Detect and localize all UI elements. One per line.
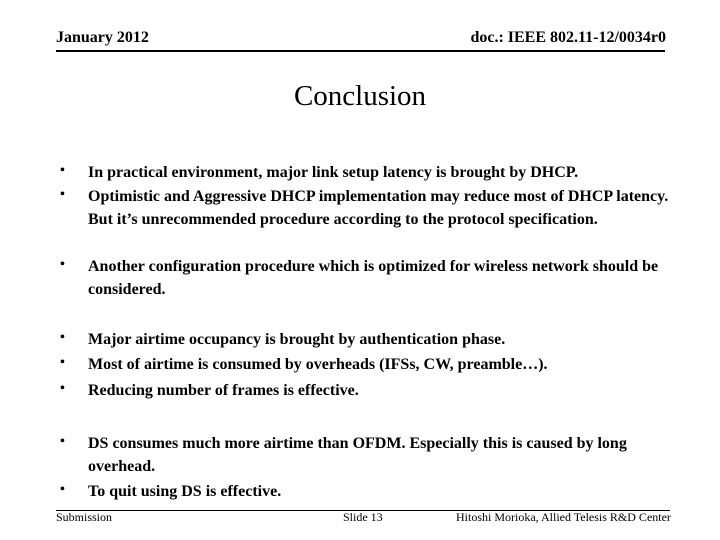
- bullet-marker: •: [60, 163, 65, 178]
- bullet-marker: •: [60, 257, 65, 272]
- bullet-item: In practical environment, major link setup latency is brought by DHCP.: [88, 164, 579, 181]
- bullet-item: To quit using DS is effective.: [88, 483, 282, 500]
- bullet-marker: •: [60, 434, 65, 449]
- header-rule: [56, 50, 665, 52]
- header-date: January 2012: [56, 29, 149, 46]
- slide-title: Conclusion: [293, 80, 427, 112]
- bullet-item: Reducing number of frames is effective.: [88, 382, 359, 399]
- bullet-marker: •: [60, 355, 65, 370]
- bullet-marker: •: [60, 482, 65, 497]
- bullet-item: Optimistic and Aggressive DHCP implementation may reduce most of DHCP latency. But it’s unrecommended procedure according to the protocol specification.: [88, 188, 669, 228]
- bullet-item: Another configuration procedure which is optimized for wireless network should be considered.: [88, 258, 659, 298]
- footer-submission: Submission: [56, 510, 113, 524]
- header-doc-id: doc.: IEEE 802.11-12/0034r0: [470, 29, 666, 46]
- bullet-item: Most of airtime is consumed by overheads (IFSs, CW, preamble…).: [88, 356, 548, 373]
- bullet-item: DS consumes much more airtime than OFDM. Especially this is caused by long overhead.: [88, 435, 627, 475]
- bullet-item: Major airtime occupancy is brought by authentication phase.: [88, 331, 506, 348]
- footer-slide-number: Slide 13: [343, 510, 383, 524]
- bullet-marker: •: [60, 381, 65, 396]
- bullet-marker: •: [60, 187, 65, 202]
- bullet-marker: •: [60, 330, 65, 345]
- footer-author: Hitoshi Morioka, Allied Telesis R&D Center: [456, 510, 671, 524]
